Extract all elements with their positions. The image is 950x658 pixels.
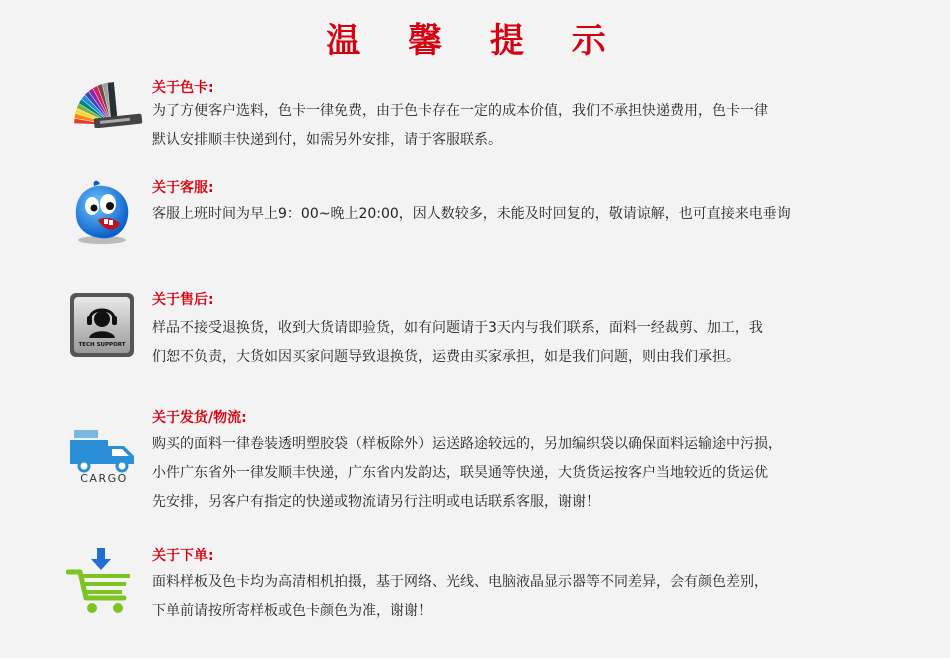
section-title: 关于色卡: xyxy=(152,80,214,96)
tech-support-icon xyxy=(69,292,135,358)
section-line: 为了方便客户选料，色卡一律免费，由于色卡存在一定的成本价值，我们不承担快递费用，色卡一律 xyxy=(152,103,768,119)
page-title: 温 馨 提 示 xyxy=(326,21,624,61)
section-line: 面料样板及色卡均为高清相机拍摄，基于网络、光线、电脑液晶显示器等不同差异，会有颜色差别， xyxy=(152,574,768,590)
section-line: 客服上班时间为早上9：00~晚上20:00，因人数较多，未能及时回复的，敬请谅解，也可直接来电垂询 xyxy=(152,206,791,222)
section-title: 关于下单: xyxy=(152,548,214,564)
cargo-truck-icon xyxy=(68,426,140,488)
mascot-icon xyxy=(68,180,136,246)
section-line: 先安排，另客户有指定的快递或物流请另行注明或电话联系客服，谢谢！ xyxy=(152,494,600,510)
section-body xyxy=(152,97,900,155)
tech-support-logo-text: TECH SUPPORT xyxy=(78,342,126,348)
section-line: 样品不接受退换货，收到大货请即验货，如有问题请于3天内与我们联系，面料一经裁剪、加工，我 xyxy=(152,320,763,336)
section-title: 关于客服: xyxy=(152,180,214,196)
section-line: 购买的面料一律卷装透明塑胶袋（样板除外）运送路途较远的，另加编织袋以确保面料运输途中污损， xyxy=(152,436,782,452)
shopping-cart-icon xyxy=(66,546,138,618)
cargo-logo-text: CARGO xyxy=(80,472,128,485)
section-body xyxy=(152,568,900,626)
section-line: 下单前请按所寄样板或色卡颜色为准，谢谢！ xyxy=(152,603,432,619)
section-line: 默认安排顺丰快递到付，如需另外安排，请于客服联系。 xyxy=(152,132,502,148)
section-title: 关于发货/物流: xyxy=(152,410,247,426)
section-body xyxy=(152,430,900,517)
section-body xyxy=(152,200,900,229)
color-fan-icon xyxy=(54,82,146,128)
section-line: 小件广东省外一律发顺丰快递，广东省内发韵达，联昊通等快递，大货货运按客户当地较近的货运优 xyxy=(152,465,768,481)
section-title: 关于售后: xyxy=(152,292,214,308)
section-line: 们恕不负责，大货如因买家问题导致退换货，运费由买家承担，如是我们问题，则由我们承担。 xyxy=(152,349,740,365)
section-body xyxy=(152,314,900,372)
